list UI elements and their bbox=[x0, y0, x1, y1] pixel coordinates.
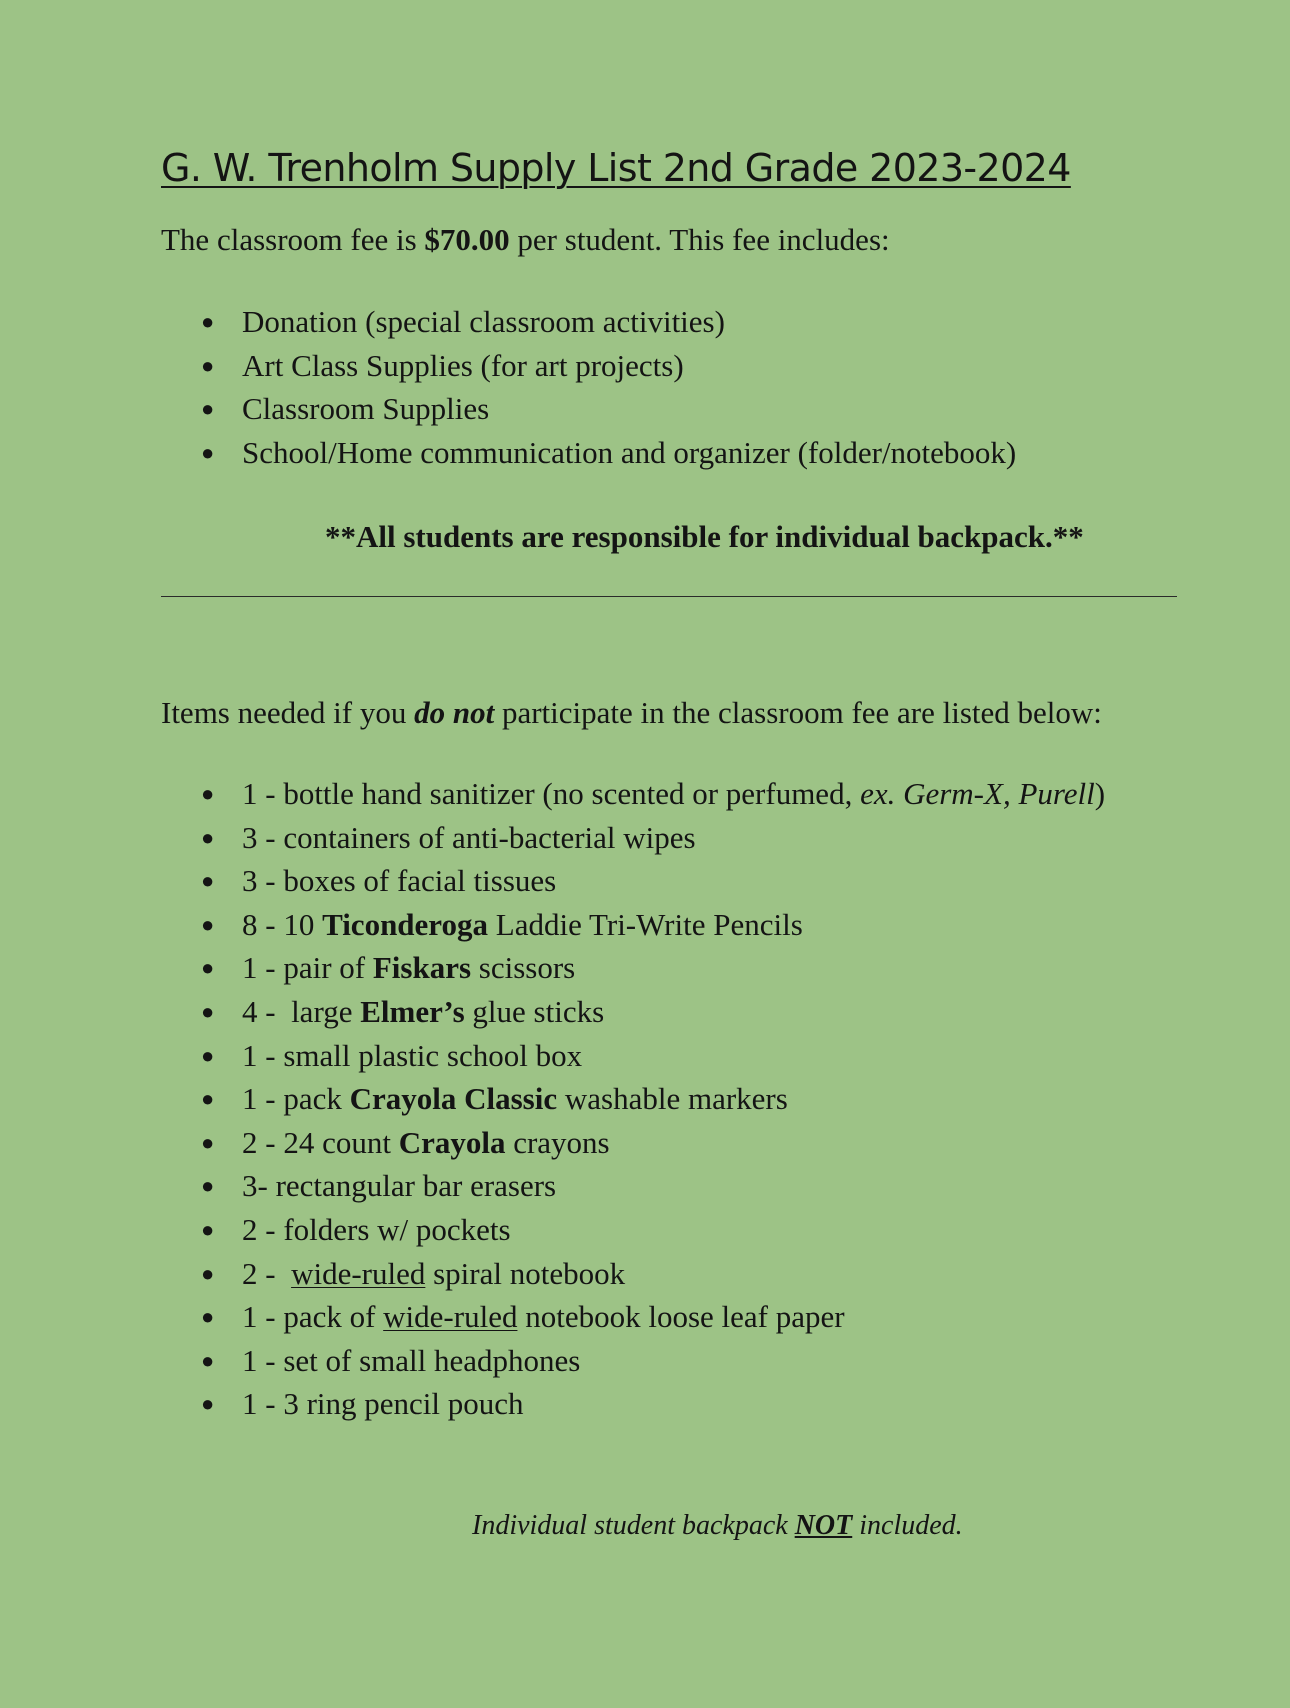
fee-include-item: ● Classroom Supplies bbox=[161, 387, 1016, 431]
supply-text-end: ) bbox=[1094, 776, 1106, 811]
supply-item-notebook bbox=[161, 1252, 1105, 1296]
supply-text: 1 - pair of bbox=[242, 950, 373, 986]
supply-text: 4 - large bbox=[242, 993, 361, 1029]
fee-includes-list bbox=[161, 300, 1016, 474]
supply-text: scissors bbox=[471, 950, 576, 986]
supply-brand: Ticonderoga bbox=[322, 906, 489, 942]
footer-note-emphasis: NOT bbox=[794, 1510, 853, 1541]
supply-text: 1 - pack of bbox=[242, 1299, 384, 1335]
fee-include-item: ● Art Class Supplies (for art projects) bbox=[161, 344, 1016, 388]
supply-brand: Fiskars bbox=[372, 950, 472, 986]
supply-list bbox=[161, 772, 1105, 1426]
supply-item-paper bbox=[161, 1295, 1105, 1339]
supply-example: ex. Germ-X, Purell bbox=[860, 776, 1095, 811]
fee-intro-after: per student. This fee includes: bbox=[509, 222, 890, 257]
fee-include-item: ● School/Home communication and organizer (folder/notebook) bbox=[161, 431, 1016, 475]
supply-text: 1 - pack bbox=[242, 1081, 350, 1117]
supply-text: Laddie Tri-Write Pencils bbox=[488, 906, 803, 942]
supply-underlined: wide-ruled bbox=[383, 1299, 518, 1335]
supply-item-tissues: ● 3 - boxes of facial tissues bbox=[161, 859, 1105, 903]
supply-item-school-box: ● 1 - small plastic school box bbox=[161, 1034, 1105, 1078]
fee-intro-before: The classroom fee is bbox=[161, 222, 425, 257]
fee-include-item: ● Donation (special classroom activities) bbox=[161, 300, 1016, 344]
supply-text: 1 - bottle hand sanitizer (no scented or perfumed, bbox=[242, 776, 861, 811]
section-divider bbox=[161, 596, 1177, 597]
supply-item-pencils bbox=[161, 903, 1105, 947]
supply-text: 2 - bbox=[242, 1255, 292, 1291]
items-intro-emphasis: do not bbox=[414, 695, 495, 730]
fee-amount: $70.00 bbox=[424, 222, 510, 257]
supply-item-scissors bbox=[161, 946, 1105, 990]
supply-brand: Elmer’s bbox=[360, 993, 465, 1029]
supply-item-erasers: ● 3- rectangular bar erasers bbox=[161, 1164, 1105, 1208]
supply-item-pouch: ● 1 - 3 ring pencil pouch bbox=[161, 1382, 1105, 1426]
footer-note-before: Individual student backpack bbox=[472, 1510, 795, 1541]
supply-text: washable markers bbox=[557, 1081, 788, 1117]
supply-text: crayons bbox=[505, 1124, 610, 1160]
items-intro-after: participate in the classroom fee are listed below: bbox=[494, 695, 1102, 730]
document-title: G. W. Trenholm Supply List 2nd Grade 2023-2024 bbox=[161, 146, 1071, 190]
fee-intro bbox=[161, 222, 890, 258]
supply-text: 8 - 10 bbox=[242, 906, 323, 942]
footer-note bbox=[472, 1510, 963, 1542]
supply-item-folders: ● 2 - folders w/ pockets bbox=[161, 1208, 1105, 1252]
supply-item-glue bbox=[161, 990, 1105, 1034]
supply-item-wipes: ● 3 - containers of anti-bacterial wipes bbox=[161, 816, 1105, 860]
supply-underlined: wide-ruled bbox=[291, 1255, 426, 1291]
supply-text: spiral notebook bbox=[425, 1255, 626, 1291]
supply-item-headphones: ● 1 - set of small headphones bbox=[161, 1339, 1105, 1383]
items-intro-before: Items needed if you bbox=[161, 695, 415, 730]
items-intro bbox=[161, 695, 1102, 731]
supply-item-sanitizer bbox=[161, 772, 1105, 816]
supply-text: 2 - 24 count bbox=[242, 1124, 399, 1160]
supply-text: notebook loose leaf paper bbox=[517, 1299, 845, 1335]
supply-item-markers bbox=[161, 1077, 1105, 1121]
backpack-note: **All students are responsible for individual backpack.** bbox=[325, 519, 1084, 554]
supply-brand: Crayola Classic bbox=[349, 1081, 558, 1117]
supply-brand: Crayola bbox=[398, 1124, 506, 1160]
footer-note-after: included. bbox=[852, 1510, 963, 1541]
supply-text: glue sticks bbox=[464, 993, 605, 1029]
supply-item-crayons bbox=[161, 1121, 1105, 1165]
